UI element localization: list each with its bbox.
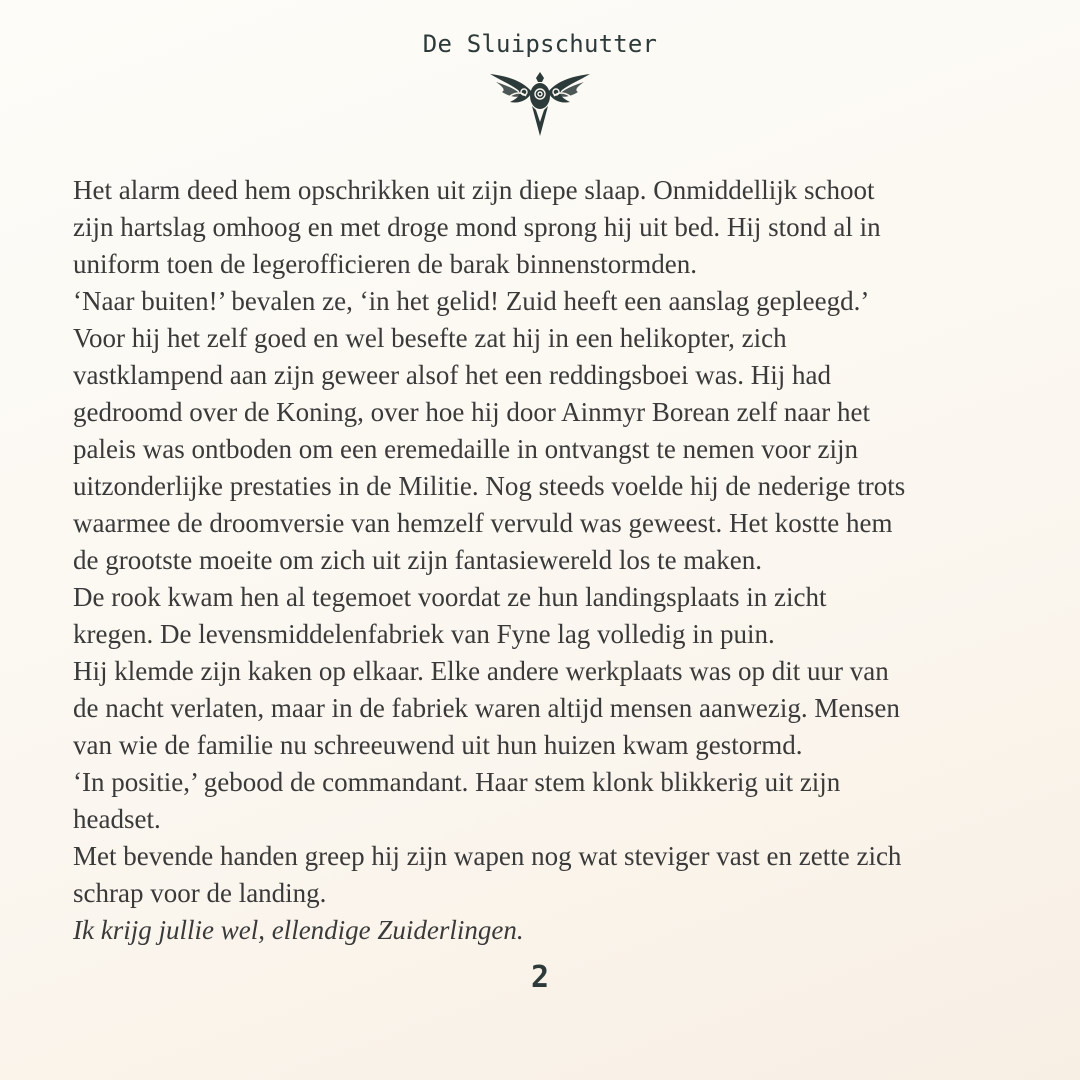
text-line: Voor hij het zelf goed en wel besefte zat hij in een helikopter, zich bbox=[73, 323, 787, 353]
text-line: gedroomd over de Koning, over hoe hij door Ainmyr Borean zelf naar het bbox=[73, 397, 871, 427]
text-line: de nacht verlaten, maar in de fabriek waren altijd mensen aanwezig. Mensen bbox=[73, 693, 900, 723]
text-line: De rook kwam hen al tegemoet voordat ze hun landingsplaats in zicht bbox=[73, 582, 827, 612]
page-number: 2 bbox=[530, 960, 550, 995]
text-line: schrap voor de landing. bbox=[73, 878, 327, 908]
text-line: headset. bbox=[73, 804, 161, 834]
text-line: waarmee de droomversie van hemzelf vervuld was geweest. Het kostte hem bbox=[73, 508, 893, 538]
text-line: paleis was ontboden om een eremedaille in ontvangst te nemen voor zijn bbox=[73, 434, 859, 464]
phoenix-bird-icon bbox=[488, 70, 592, 138]
text-line: vastklampend aan zijn geweer alsof het een reddingsboei was. Hij had bbox=[73, 360, 831, 390]
text-line: Het alarm deed hem opschrikken uit zijn diepe slaap. Onmiddellijk schoot bbox=[73, 175, 875, 205]
text-line: zijn hartslag omhoog en met droge mond sprong hij uit bed. Hij stond al in bbox=[73, 212, 881, 242]
book-title: De Sluipschutter bbox=[422, 30, 658, 58]
text-line: kregen. De levensmiddelenfabriek van Fyne lag volledig in puin. bbox=[73, 619, 775, 649]
text-line: Hij klemde zijn kaken op elkaar. Elke andere werkplaats was op dit uur van bbox=[73, 656, 889, 686]
text-line: uitzonderlijke prestaties in de Militie. Nog steeds voelde hij de nederige trots bbox=[73, 471, 906, 501]
page-body-text bbox=[73, 172, 1013, 949]
text-line: Met bevende handen greep hij zijn wapen nog wat steviger vast en zette zich bbox=[73, 841, 902, 871]
text-line: uniform toen de legerofficieren de barak binnenstormden. bbox=[73, 249, 698, 279]
text-line: van wie de familie nu schreeuwend uit hun huizen kwam gestormd. bbox=[73, 730, 803, 760]
closing-thought: Ik krijg jullie wel, ellendige Zuiderlingen. bbox=[73, 915, 524, 945]
text-line: ‘In positie,’ gebood de commandant. Haar stem klonk blikkerig uit zijn bbox=[73, 767, 841, 797]
text-line: ‘Naar buiten!’ bevalen ze, ‘in het gelid! Zuid heeft een aanslag gepleegd.’ bbox=[73, 286, 870, 316]
text-line: de grootste moeite om zich uit zijn fantasiewereld los te maken. bbox=[73, 545, 763, 575]
